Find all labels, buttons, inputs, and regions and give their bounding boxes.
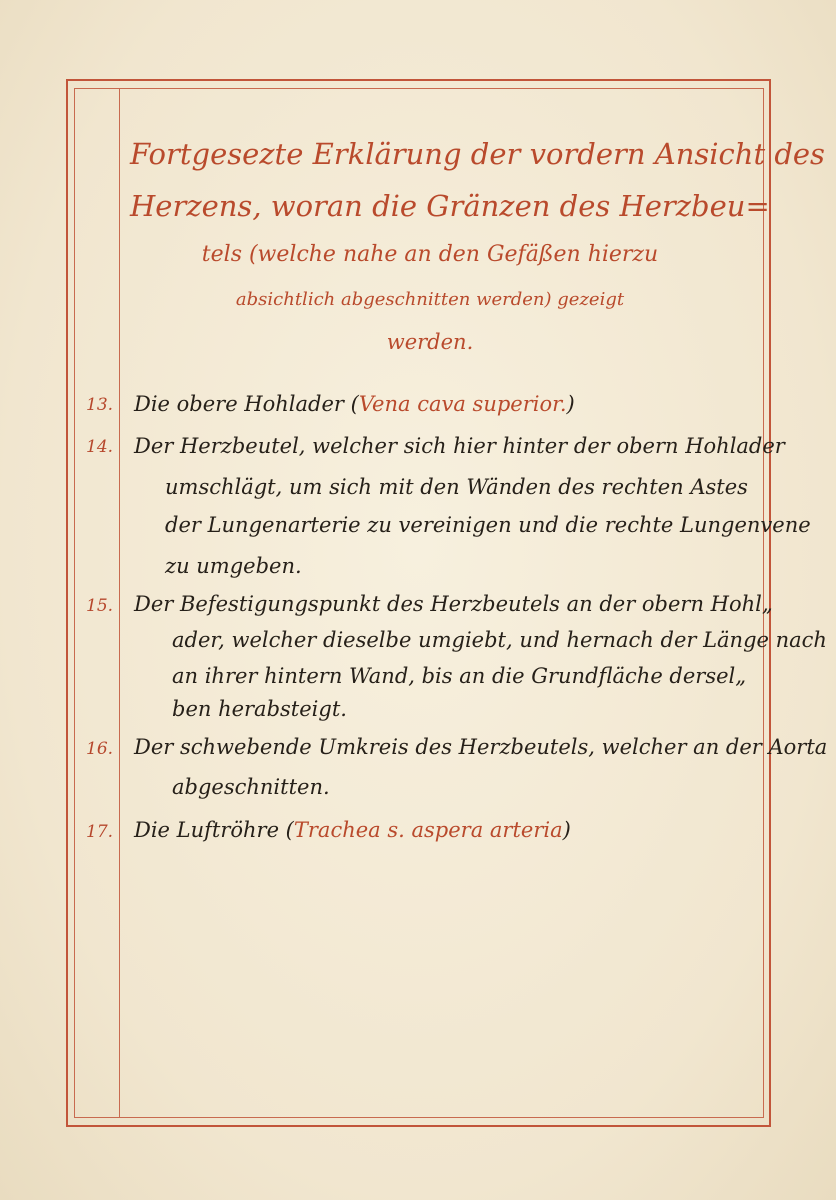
entry-line: abgeschnitten. <box>172 775 330 799</box>
entry-line: ader, welcher dieselbe umgiebt, und hernach der Länge nach <box>172 628 827 652</box>
entry-text: Die obere Hohlader ( <box>134 392 359 416</box>
margin-rule <box>119 88 120 1118</box>
entry-line: umschlägt, um sich mit den Wänden des rechten Astes <box>165 475 748 499</box>
entry-line <box>134 818 571 842</box>
entry-line: Der schwebende Umkreis des Herzbeutels, welcher an der Aorta <box>134 735 828 759</box>
entry-number: 17. <box>86 822 114 842</box>
entry-line: ben herabsteigt. <box>172 697 347 721</box>
entry-line: zu umgeben. <box>165 554 302 578</box>
latin-term: Trachea s. aspera arteria <box>293 818 563 842</box>
entry-line: Der Befestigungspunkt des Herzbeutels an der obern Hohl„ <box>134 592 773 616</box>
latin-term: Vena cava superior. <box>358 392 567 416</box>
page-title <box>130 128 825 362</box>
title-line: Fortgesezte Erklärung der vordern Ansicht des <box>130 137 825 171</box>
entry-line: an ihrer hintern Wand, bis an die Grundfläche dersel„ <box>172 664 747 688</box>
entry-line <box>134 392 575 416</box>
closing-paren: ) <box>566 392 575 416</box>
entry-line: Der Herzbeutel, welcher sich hier hinter der obern Hohlader <box>134 434 785 458</box>
entry-number: 16. <box>86 739 114 759</box>
title-line: absichtlich abgeschnitten werden) gezeigt <box>235 289 625 310</box>
title-line: werden. <box>386 330 474 354</box>
entry-text: Die Luftröhre ( <box>134 818 294 842</box>
entry-line: der Lungenarterie zu vereinigen und die rechte Lungenvene <box>165 513 811 537</box>
title-line: tels (welche nahe an den Gefäßen hierzu <box>201 242 659 267</box>
entry-number: 15. <box>86 596 114 616</box>
title-line: Herzens, woran die Gränzen des Herzbeu= <box>130 189 770 223</box>
closing-paren: ) <box>562 818 571 842</box>
entry-number: 14. <box>86 437 114 457</box>
entry-number: 13. <box>86 395 114 415</box>
